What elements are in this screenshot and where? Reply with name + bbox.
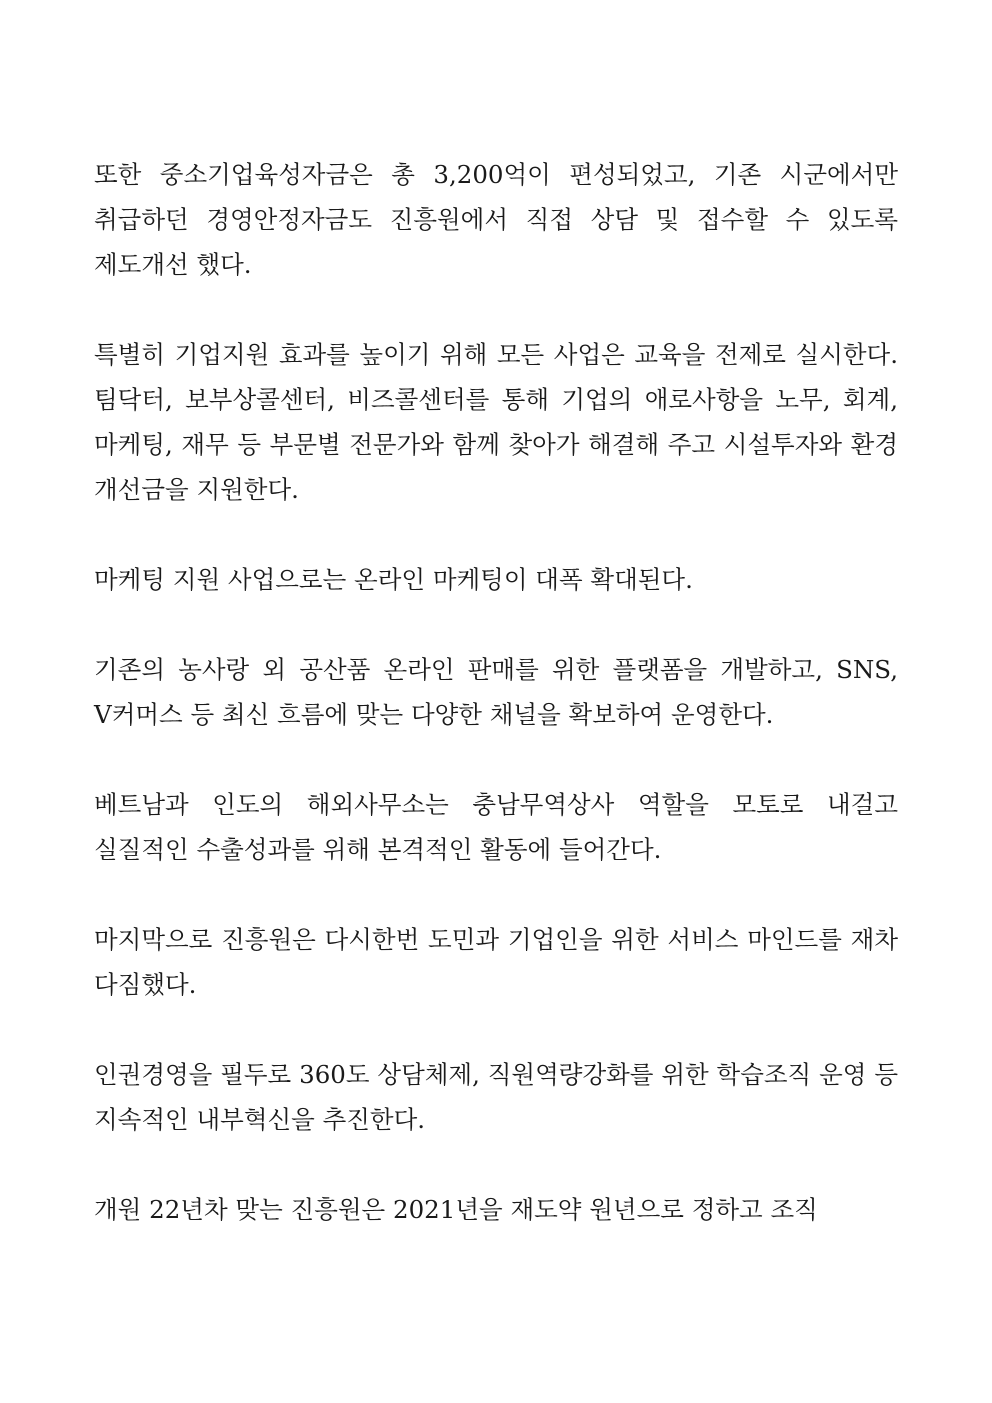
paragraph-internal-innovation: 인권경영을 필두로 360도 상담체제, 직원역량강화를 위한 학습조직 운영 등 지속적인 내부혁신을 추진한다. <box>94 1060 898 1134</box>
document-body <box>94 152 898 1232</box>
paragraph-service-mind: 마지막으로 진흥원은 다시한번 도민과 기업인을 위한 서비스 마인드를 재차 다짐했다. <box>94 925 898 999</box>
paragraph-22nd-year: 개원 22년차 맞는 진흥원은 2021년을 재도약 원년으로 정하고 조직 <box>94 1195 818 1224</box>
paragraph-marketing-support: 마케팅 지원 사업으로는 온라인 마케팅이 대폭 확대된다. <box>94 565 693 594</box>
paragraph-overseas-offices: 베트남과 인도의 해외사무소는 충남무역상사 역할을 모토로 내걸고 실질적인 수출성과를 위해 본격적인 활동에 들어간다. <box>94 790 898 864</box>
paragraph-sme-fund: 또한 중소기업육성자금은 총 3,200억이 편성되었고, 기존 시군에서만 취급하던 경영안정자금도 진흥원에서 직접 상담 및 접수할 수 있도록 제도개선 했다. <box>94 160 898 279</box>
paragraph-business-support: 특별히 기업지원 효과를 높이기 위해 모든 사업은 교육을 전제로 실시한다. 팀닥터, 보부상콜센터, 비즈콜센터를 통해 기업의 애로사항을 노무, 회계, 마케팅, 재무 등 부문별 전문가와 함께 찾아가 해결해 주고 시설투자와 환경 개선금을 지원한다. <box>94 340 898 504</box>
paragraph-online-platform: 기존의 농사랑 외 공산품 온라인 판매를 위한 플랫폼을 개발하고, SNS, V커머스 등 최신 흐름에 맞는 다양한 채널을 확보하여 운영한다. <box>94 655 898 729</box>
